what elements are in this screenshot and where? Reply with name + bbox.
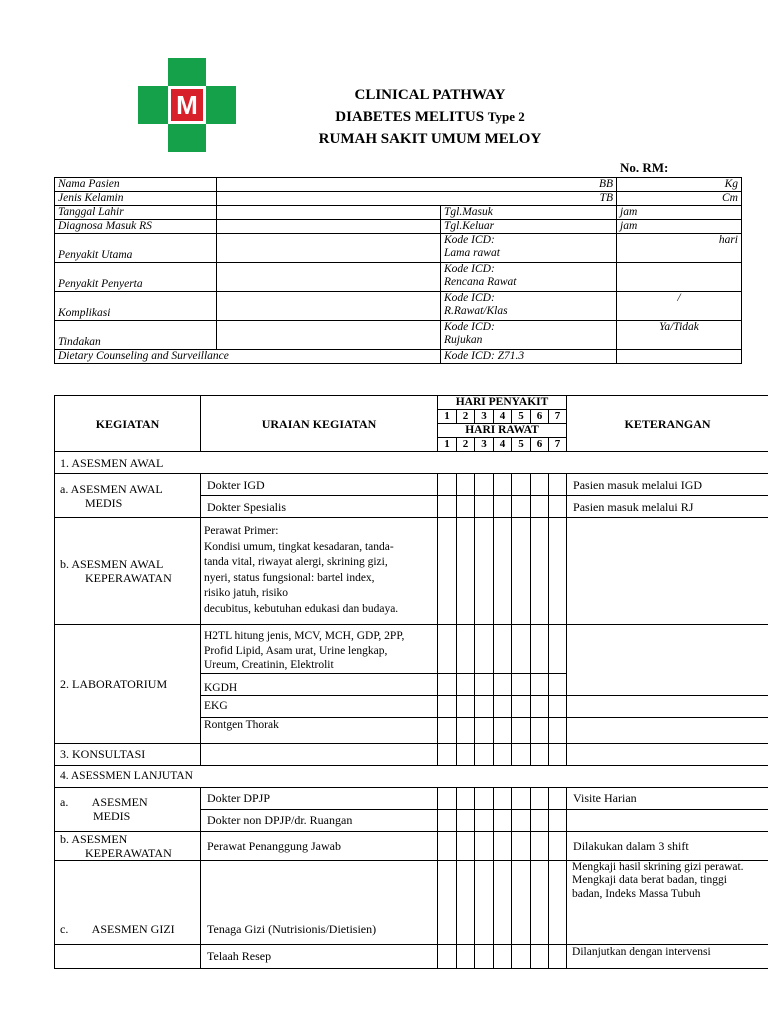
laboratorium-label: 2. LABORATORIUM: [55, 625, 201, 744]
day-check-cell[interactable]: [457, 809, 475, 831]
day-check-cell[interactable]: [438, 496, 457, 518]
day-check-cell[interactable]: [549, 717, 567, 743]
day-number: 4: [494, 438, 512, 452]
day-check-cell[interactable]: [457, 673, 475, 695]
day-check-cell[interactable]: [531, 743, 549, 765]
day-check-cell[interactable]: [475, 831, 494, 860]
dokter-igd-note: Pasien masuk melalui IGD: [567, 474, 768, 496]
row-perawat-pj: [55, 831, 768, 860]
day-check-cell[interactable]: [475, 944, 494, 968]
day-check-cell[interactable]: [475, 673, 494, 695]
subtitle-type: Type 2: [487, 109, 525, 124]
perawat-pj-note: Dilakukan dalam 3 shift: [567, 831, 768, 860]
tindakan-label: Tindakan: [55, 321, 217, 350]
day-check-cell[interactable]: [457, 474, 475, 496]
day-check-cell[interactable]: [512, 496, 531, 518]
day-check-cell[interactable]: [475, 496, 494, 518]
day-check-cell[interactable]: [475, 625, 494, 674]
tgl-lahir-label: Tanggal Lahir: [55, 206, 217, 220]
keperawatan-note: [567, 518, 768, 625]
tb-label: TB: [599, 192, 613, 204]
day-check-cell[interactable]: [475, 860, 494, 944]
day-check-cell[interactable]: [457, 695, 475, 717]
day-check-cell[interactable]: [475, 474, 494, 496]
konsultasi-label: 3. KONSULTASI: [55, 743, 201, 765]
kode-icd-tindakan: Kode ICD: Rujukan: [441, 321, 617, 350]
day-check-cell[interactable]: [512, 695, 531, 717]
day-check-cell[interactable]: [438, 474, 457, 496]
day-check-cell[interactable]: [549, 743, 567, 765]
day-check-cell[interactable]: [494, 474, 512, 496]
day-check-cell[interactable]: [531, 944, 549, 968]
cm-unit: Cm: [722, 192, 738, 204]
jam-masuk-field[interactable]: jam: [617, 206, 742, 220]
penyakit-penyerta-label: Penyakit Penyerta: [55, 263, 217, 292]
day-check-cell[interactable]: [512, 625, 531, 674]
col-kegiatan: KEGIATAN: [55, 396, 201, 452]
day-check-cell[interactable]: [512, 831, 531, 860]
day-check-cell[interactable]: [512, 944, 531, 968]
row-asesmen-keperawatan: [55, 518, 768, 625]
day-number: 6: [531, 438, 549, 452]
day-check-cell[interactable]: [457, 496, 475, 518]
dokter-spesialis-note: Pasien masuk melalui RJ: [567, 496, 768, 518]
asesmen-gizi-label: c. ASESMEN GIZI: [55, 860, 201, 944]
col-hari-rawat: HARI RAWAT: [438, 424, 567, 438]
day-check-cell[interactable]: [512, 860, 531, 944]
day-check-cell[interactable]: [438, 717, 457, 743]
jk-label: Jenis Kelamin: [55, 192, 217, 206]
section-asesmen-lanjutan: [55, 765, 768, 787]
lab-h2tl-text: H2TL hitung jenis, MCV, MCH, GDP, 2PP, Profid Lipid, Asam urat, Urine lengkap, Ureum, Creatinin, Elektrolit: [201, 625, 438, 674]
penyakit-penyerta-field[interactable]: [217, 263, 441, 292]
section-4-title: 4. ASESSMEN LANJUTAN: [55, 765, 768, 787]
day-check-cell[interactable]: [549, 809, 567, 831]
lab-kgdh: KGDH: [201, 673, 438, 695]
r-rawat-field[interactable]: /: [617, 292, 742, 321]
day-check-cell[interactable]: [475, 787, 494, 809]
day-check-cell[interactable]: [512, 717, 531, 743]
patient-info-table: [54, 177, 742, 364]
day-check-cell[interactable]: [512, 673, 531, 695]
dokter-non-dpjp: Dokter non DPJP/dr. Ruangan: [201, 809, 438, 831]
col-hari-penyakit: HARI PENYAKIT: [438, 396, 567, 410]
day-number: 6: [531, 410, 549, 424]
row-penyakit-utama: [55, 234, 742, 263]
day-check-cell[interactable]: [457, 860, 475, 944]
day-check-cell[interactable]: [531, 518, 549, 625]
asesmen-awal-medis-label: a. ASESMEN AWAL MEDIS: [55, 474, 201, 518]
section-1-title: 1. ASESMEN AWAL: [55, 452, 768, 474]
dokter-spesialis: Dokter Spesialis: [201, 496, 438, 518]
day-check-cell[interactable]: [549, 787, 567, 809]
asesmen-lanjutan-medis-label: a. ASESMEN MEDIS: [55, 787, 201, 831]
konsultasi-uraian: [201, 743, 438, 765]
hospital-logo: [138, 58, 236, 152]
day-check-cell[interactable]: [494, 518, 512, 625]
kode-icd-dietary: Kode ICD: Z71.3: [441, 350, 617, 364]
ekg-note: [567, 695, 768, 717]
row-komplikasi: [55, 292, 742, 321]
day-number: 5: [512, 410, 531, 424]
row-jenis-kelamin: [55, 192, 742, 206]
row-lab-h2tl: [55, 625, 768, 674]
row-diagnosa: [55, 220, 742, 234]
day-check-cell[interactable]: [494, 831, 512, 860]
day-number: 1: [438, 410, 457, 424]
row-tindakan: [55, 321, 742, 350]
day-check-cell[interactable]: [457, 743, 475, 765]
tgl-keluar-label: Tgl.Keluar: [441, 220, 617, 234]
telaah-label-cell: [55, 944, 201, 968]
day-check-cell[interactable]: [512, 809, 531, 831]
nama-label: Nama Pasien: [55, 178, 217, 192]
jk-field[interactable]: [217, 192, 617, 206]
bb-label: BB: [598, 178, 613, 190]
row-nama: [55, 178, 742, 192]
day-check-cell[interactable]: [438, 944, 457, 968]
section-asesmen-awal: [55, 452, 768, 474]
day-check-cell[interactable]: [475, 518, 494, 625]
asesmen-awal-keperawatan-label: b. ASESMEN AWAL KEPERAWATAN: [55, 518, 201, 625]
day-check-cell[interactable]: [549, 496, 567, 518]
rencana-rawat-field[interactable]: [617, 263, 742, 292]
rontgen-note: [567, 717, 768, 743]
tgl-masuk-label: Tgl.Masuk: [441, 206, 617, 220]
penyakit-utama-field[interactable]: [217, 234, 441, 263]
day-check-cell[interactable]: [531, 860, 549, 944]
day-check-cell[interactable]: [475, 717, 494, 743]
col-uraian: URAIAN KEGIATAN: [201, 396, 438, 452]
day-check-cell[interactable]: [512, 743, 531, 765]
day-check-cell[interactable]: [457, 717, 475, 743]
penyakit-utama-label: Penyakit Utama: [55, 234, 217, 263]
kg-unit: Kg: [724, 178, 738, 190]
hospital-name: RUMAH SAKIT UMUM MELOY: [318, 131, 542, 147]
day-check-cell[interactable]: [438, 787, 457, 809]
document-subtitle: [260, 106, 600, 128]
day-check-cell[interactable]: [512, 787, 531, 809]
day-number: 7: [549, 410, 567, 424]
day-check-cell[interactable]: [475, 695, 494, 717]
day-check-cell[interactable]: [549, 944, 567, 968]
day-number: 5: [512, 438, 531, 452]
lab-note: [567, 625, 768, 696]
lama-rawat-field[interactable]: hari: [617, 234, 742, 263]
gizi-note: Mengkaji hasil skrining gizi perawat. Mengkaji data berat badan, tinggi badan, Indeks Massa Tubuh: [567, 860, 768, 944]
day-check-cell[interactable]: [457, 831, 475, 860]
day-check-cell[interactable]: [531, 673, 549, 695]
day-number: 2: [457, 410, 475, 424]
day-check-cell[interactable]: [438, 518, 457, 625]
tgl-lahir-field[interactable]: [217, 206, 441, 220]
dietary-label: Dietary Counseling and Surveillance: [55, 350, 441, 364]
lab-rontgen: Rontgen Thorak: [201, 717, 438, 743]
perawat-primer-text: Perawat Primer: Kondisi umum, tingkat kesadaran, tanda- tanda vital, riwayat alergi, skrining gizi, nyeri, status fungsional: bartel index, risiko jatuh, risiko decubitus, kebutuhan edukasi dan budaya.: [201, 518, 438, 625]
day-number: 7: [549, 438, 567, 452]
dokter-dpjp-note: Visite Harian: [567, 787, 768, 809]
tindakan-field[interactable]: [217, 321, 441, 350]
diagnosa-field[interactable]: [217, 220, 441, 234]
day-check-cell[interactable]: [512, 474, 531, 496]
day-check-cell[interactable]: [438, 673, 457, 695]
day-check-cell[interactable]: [475, 809, 494, 831]
day-check-cell[interactable]: [531, 809, 549, 831]
day-check-cell[interactable]: [549, 673, 567, 695]
day-check-cell[interactable]: [457, 518, 475, 625]
day-check-cell[interactable]: [438, 743, 457, 765]
day-number: 4: [494, 410, 512, 424]
day-check-cell[interactable]: [494, 860, 512, 944]
telaah-note: Dilanjutkan dengan intervensi: [567, 944, 768, 968]
day-check-cell[interactable]: [438, 860, 457, 944]
day-check-cell[interactable]: [531, 474, 549, 496]
day-check-cell[interactable]: [549, 474, 567, 496]
row-dokter-igd: [55, 474, 768, 496]
komplikasi-field[interactable]: [217, 292, 441, 321]
row-penyakit-penyerta: [55, 263, 742, 292]
day-check-cell[interactable]: [438, 695, 457, 717]
day-check-cell[interactable]: [494, 625, 512, 674]
day-number: 2: [457, 438, 475, 452]
logo-letter: M: [176, 90, 198, 120]
day-number: 3: [475, 438, 494, 452]
diagnosa-label: Diagnosa Masuk RS: [55, 220, 217, 234]
day-check-cell[interactable]: [512, 518, 531, 625]
row-tanggal-lahir: [55, 206, 742, 220]
day-check-cell[interactable]: [457, 787, 475, 809]
day-check-cell[interactable]: [494, 673, 512, 695]
dokter-dpjp: Dokter DPJP: [201, 787, 438, 809]
nama-field[interactable]: [217, 178, 617, 192]
row-dietary: [55, 350, 742, 364]
bb-field[interactable]: [617, 178, 742, 192]
day-check-cell[interactable]: [531, 717, 549, 743]
day-number: 1: [438, 438, 457, 452]
subtitle-main: DIABETES MELITUS: [335, 109, 485, 125]
kode-icd-komplikasi: Kode ICD: R.Rawat/Klas: [441, 292, 617, 321]
telaah-resep: Telaah Resep: [201, 944, 438, 968]
document-title: CLINICAL PATHWAY: [354, 87, 506, 103]
day-check-cell[interactable]: [531, 831, 549, 860]
day-check-cell[interactable]: [549, 518, 567, 625]
day-check-cell[interactable]: [531, 787, 549, 809]
day-check-cell[interactable]: [531, 695, 549, 717]
row-telaah-resep: [55, 944, 768, 968]
day-check-cell[interactable]: [475, 743, 494, 765]
day-check-cell[interactable]: [457, 944, 475, 968]
day-check-cell[interactable]: [494, 944, 512, 968]
komplikasi-label: Komplikasi: [55, 292, 217, 321]
asesmen-lanjutan-keperawatan-label: b. ASESMEN KEPERAWATAN: [55, 831, 201, 860]
kode-icd-utama: Kode ICD: Lama rawat: [441, 234, 617, 263]
day-check-cell[interactable]: [549, 695, 567, 717]
day-check-cell[interactable]: [494, 787, 512, 809]
day-check-cell[interactable]: [494, 809, 512, 831]
day-check-cell[interactable]: [494, 743, 512, 765]
row-dokter-dpjp: [55, 787, 768, 809]
pathway-table: [54, 395, 768, 969]
rujukan-field[interactable]: Ya/Tidak: [617, 321, 742, 350]
day-check-cell[interactable]: [494, 496, 512, 518]
perawat-penanggung-jawab: Perawat Penanggung Jawab: [201, 831, 438, 860]
rm-number-label: No. RM:: [620, 160, 669, 175]
day-number: 3: [475, 410, 494, 424]
col-keterangan: KETERANGAN: [567, 396, 768, 452]
lab-ekg: EKG: [201, 695, 438, 717]
kode-icd-penyerta: Kode ICD: Rencana Rawat: [441, 263, 617, 292]
row-konsultasi: [55, 743, 768, 765]
day-check-cell[interactable]: [549, 831, 567, 860]
row-asesmen-gizi: [55, 860, 768, 944]
day-check-cell[interactable]: [438, 809, 457, 831]
day-check-cell[interactable]: [438, 625, 457, 674]
konsultasi-note: [567, 743, 768, 765]
day-check-cell[interactable]: [457, 625, 475, 674]
tb-field[interactable]: [617, 192, 742, 206]
dokter-non-note: [567, 809, 768, 831]
day-check-cell[interactable]: [494, 717, 512, 743]
day-check-cell[interactable]: [438, 831, 457, 860]
dokter-igd: Dokter IGD: [201, 474, 438, 496]
dietary-field[interactable]: [617, 350, 742, 364]
jam-keluar-field[interactable]: jam: [617, 220, 742, 234]
day-check-cell[interactable]: [531, 625, 549, 674]
tenaga-gizi: Tenaga Gizi (Nutrisionis/Dietisien): [201, 860, 438, 944]
day-check-cell[interactable]: [531, 496, 549, 518]
day-check-cell[interactable]: [494, 695, 512, 717]
day-check-cell[interactable]: [549, 625, 567, 674]
day-check-cell[interactable]: [549, 860, 567, 944]
header-row-1: [55, 396, 768, 410]
